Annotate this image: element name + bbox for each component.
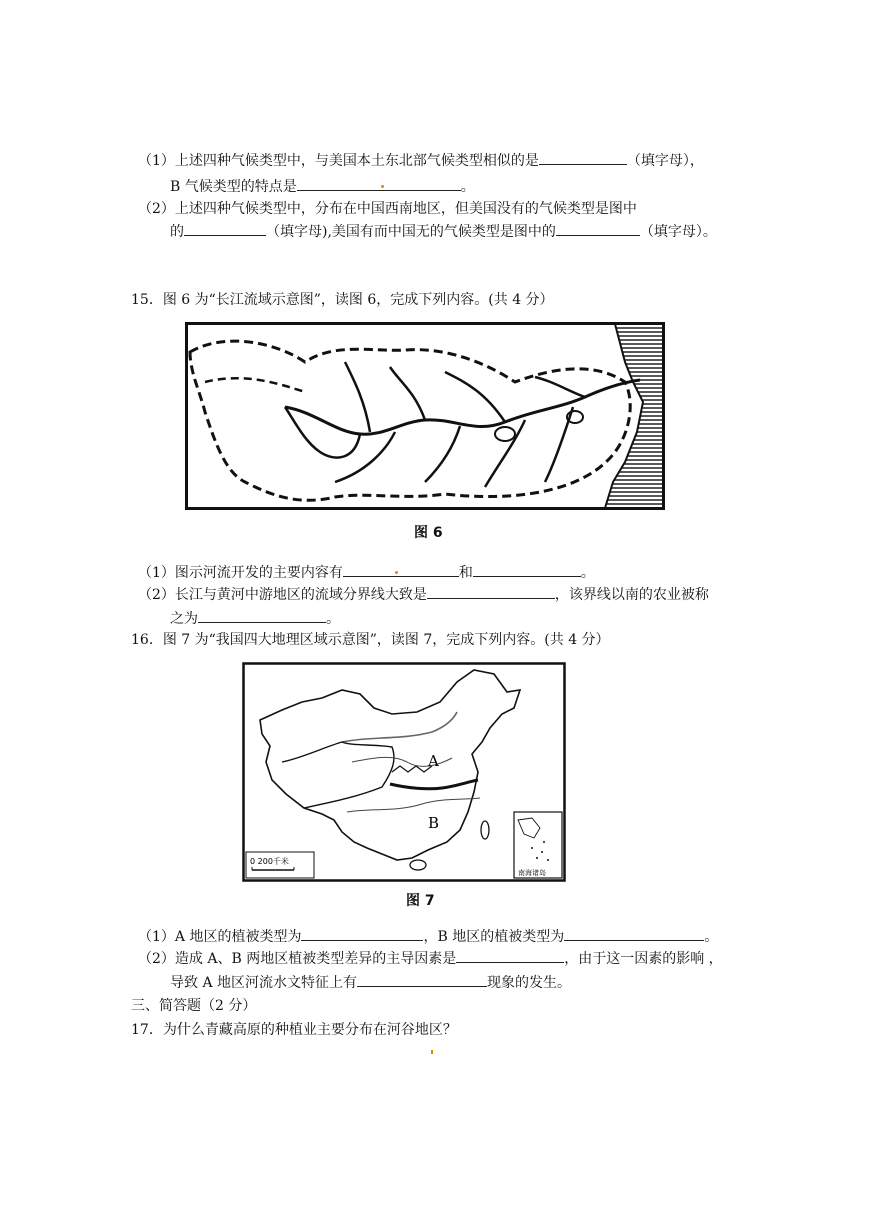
q16-part2-line1: （2）造成 A、B 两地区植被类型差异的主导因素是 ，由于这一因素的影响 ， <box>138 948 723 969</box>
figure-6-caption: 图 6 <box>414 525 443 541</box>
answer-blank[interactable] <box>556 221 640 236</box>
answer-blank[interactable] <box>198 608 326 623</box>
q16-part1: （1）A 地区的植被类型为 ，B 地区的植被类型为 。 <box>138 926 718 947</box>
answer-blank[interactable] <box>343 562 459 577</box>
q15-stem: 15．图 6 为“长江流域示意图”，读图 6，完成下列内容。(共 4 分） <box>131 292 554 308</box>
q15-part2-line1: （2）长江与黄河中游地区的流域分界线大致是 ，该界线以南的农业被称 <box>138 584 709 605</box>
answer-blank[interactable] <box>184 221 266 236</box>
answer-blank[interactable] <box>427 584 555 599</box>
q15-part1: （1）图示河流开发的主要内容有 和 。 <box>138 562 595 583</box>
china-regions-map <box>242 662 566 882</box>
answer-blank[interactable] <box>456 948 564 963</box>
answer-blank[interactable] <box>297 176 461 191</box>
figure-7-caption: 图 7 <box>406 893 435 909</box>
q14-part2-line1: （2）上述四种气候类型中，分布在中国西南地区，但美国没有的气候类型是图中 <box>138 201 637 217</box>
q14-part1-line2: B 气候类型的特点是 。 <box>170 176 475 197</box>
region-b-label: B <box>428 814 440 832</box>
inset-label: 南海诸岛 <box>518 869 546 877</box>
q17-question: 17．为什么青藏高原的种植业主要分布在河谷地区？ <box>131 1022 457 1038</box>
section-3-heading: 三、简答题（2 分） <box>131 998 257 1014</box>
q16-stem: 16．图 7 为“我国四大地理区域示意图”，读图 7，完成下列内容。(共 4 分） <box>131 632 610 648</box>
answer-blank[interactable] <box>301 926 423 941</box>
region-a-label: A <box>428 752 439 770</box>
q14-part1-line1: （1）上述四种气候类型中，与美国本土东北部气候类型相似的是 （填字母）， <box>138 150 704 171</box>
scale-bar-text: 0 200千米 <box>250 857 289 866</box>
yangtze-basin-map <box>185 322 665 510</box>
answer-blank[interactable] <box>564 926 704 941</box>
answer-blank[interactable] <box>539 150 627 165</box>
answer-blank[interactable] <box>357 972 487 987</box>
answer-blank[interactable] <box>473 562 581 577</box>
q15-part2-line2: 之为 。 <box>170 608 340 629</box>
stray-mark <box>431 1050 433 1054</box>
q16-part2-line2: 导致 A 地区河流水文特征上有 现象的发生。 <box>170 972 571 993</box>
q14-part2-line2: 的 （填字母),美国有而中国无的气候类型是图中的 （填字母）。 <box>170 221 717 242</box>
